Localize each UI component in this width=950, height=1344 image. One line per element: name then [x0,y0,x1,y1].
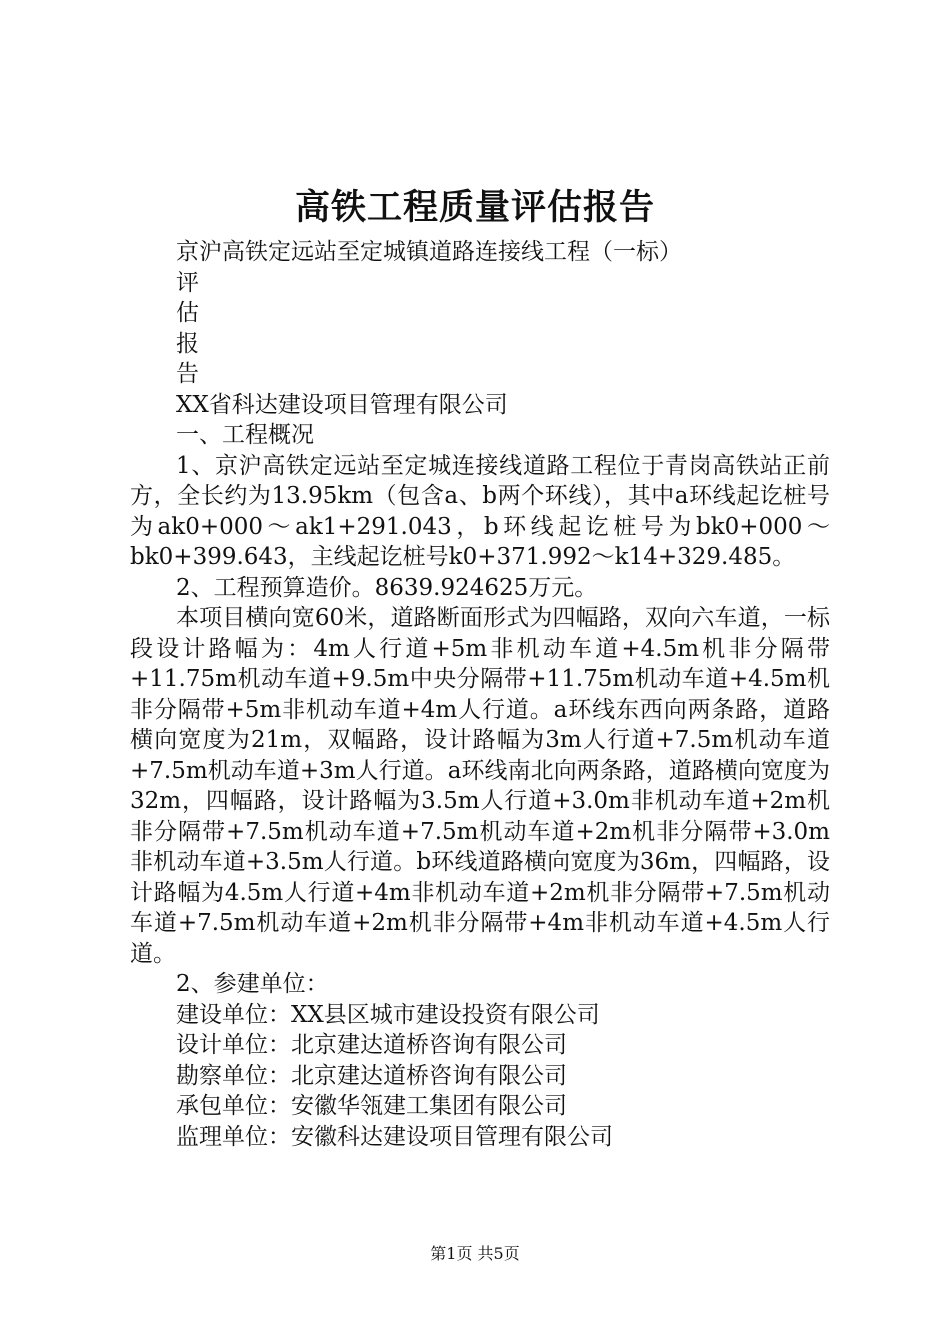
participant-surveyor: 勘察单位：北京建达道桥咨询有限公司 [176,1062,567,1089]
participant-supervisor: 监理单位：安徽科达建设项目管理有限公司 [176,1123,613,1150]
vertical-char-3: 报 [176,330,199,357]
paragraph-budget: 2、工程预算造价。8639.924625万元。 [176,574,598,601]
section-heading: 一、工程概况 [176,422,314,448]
company-name-line: XX省科达建设项目管理有限公司 [176,391,508,418]
participants-heading: 2、参建单位： [176,971,329,997]
paragraph-overview: 1、京沪高铁定远站至定城连接线道路工程位于青岗高铁站正前方，全长约为13.95km（包含a、b两个环线），其中a环线起讫桩号为ak0+000～ak1+291.043，b环线起讫桩号为bk0+000～bk0+399.643，主线起讫桩号k0+371.992～k14+329.485。 [130,452,830,570]
paragraph-cross-section: 本项目横向宽60米，道路断面形式为四幅路，双向六车道，一标段设计路幅为：4m人行道+5m非机动车道+4.5m机非分隔带+11.75m机动车道+9.5m中央分隔带+11.75m机动车道+4.5m机非分隔带+5m非机动车道+4m人行道。a环线东西向两条路，道路横向宽度为21m，双幅路，设计路幅为3m人行道+7.5m机动车道+7.5m机动车道+3m人行道。a环线南北向两条路，道路横向宽度为32m，四幅路，设计路幅为3.5m人行道+3.0m非机动车道+2m机非分隔带+7.5m机动车道+7.5m机动车道+2m机非分隔带+3.0m非机动车道+3.5m人行道。b环线道路横向宽度为36m，四幅路，设计路幅为4.5m人行道+4m非机动车道+2m机非分隔带+7.5m机动车道+7.5m机动车道+2m机非分隔带+4m非机动车道+4.5m人行道。 [130,605,830,967]
participant-designer: 设计单位：北京建达道桥咨询有限公司 [176,1032,567,1058]
vertical-char-2: 估 [176,300,199,326]
vertical-char-4: 告 [176,361,199,387]
participant-contractor: 承包单位：安徽华瓴建工集团有限公司 [176,1093,567,1119]
vertical-char-1: 评 [176,269,199,296]
participant-owner: 建设单位：XX县区城市建设投资有限公司 [176,1001,600,1028]
document-title: 高铁工程质量评估报告 [294,187,655,228]
document-body [130,237,830,1152]
page-number-footer: 第1页 共5页 [430,1244,520,1263]
project-name-line: 京沪高铁定远站至定城镇道路连接线工程（一标） [176,239,682,265]
